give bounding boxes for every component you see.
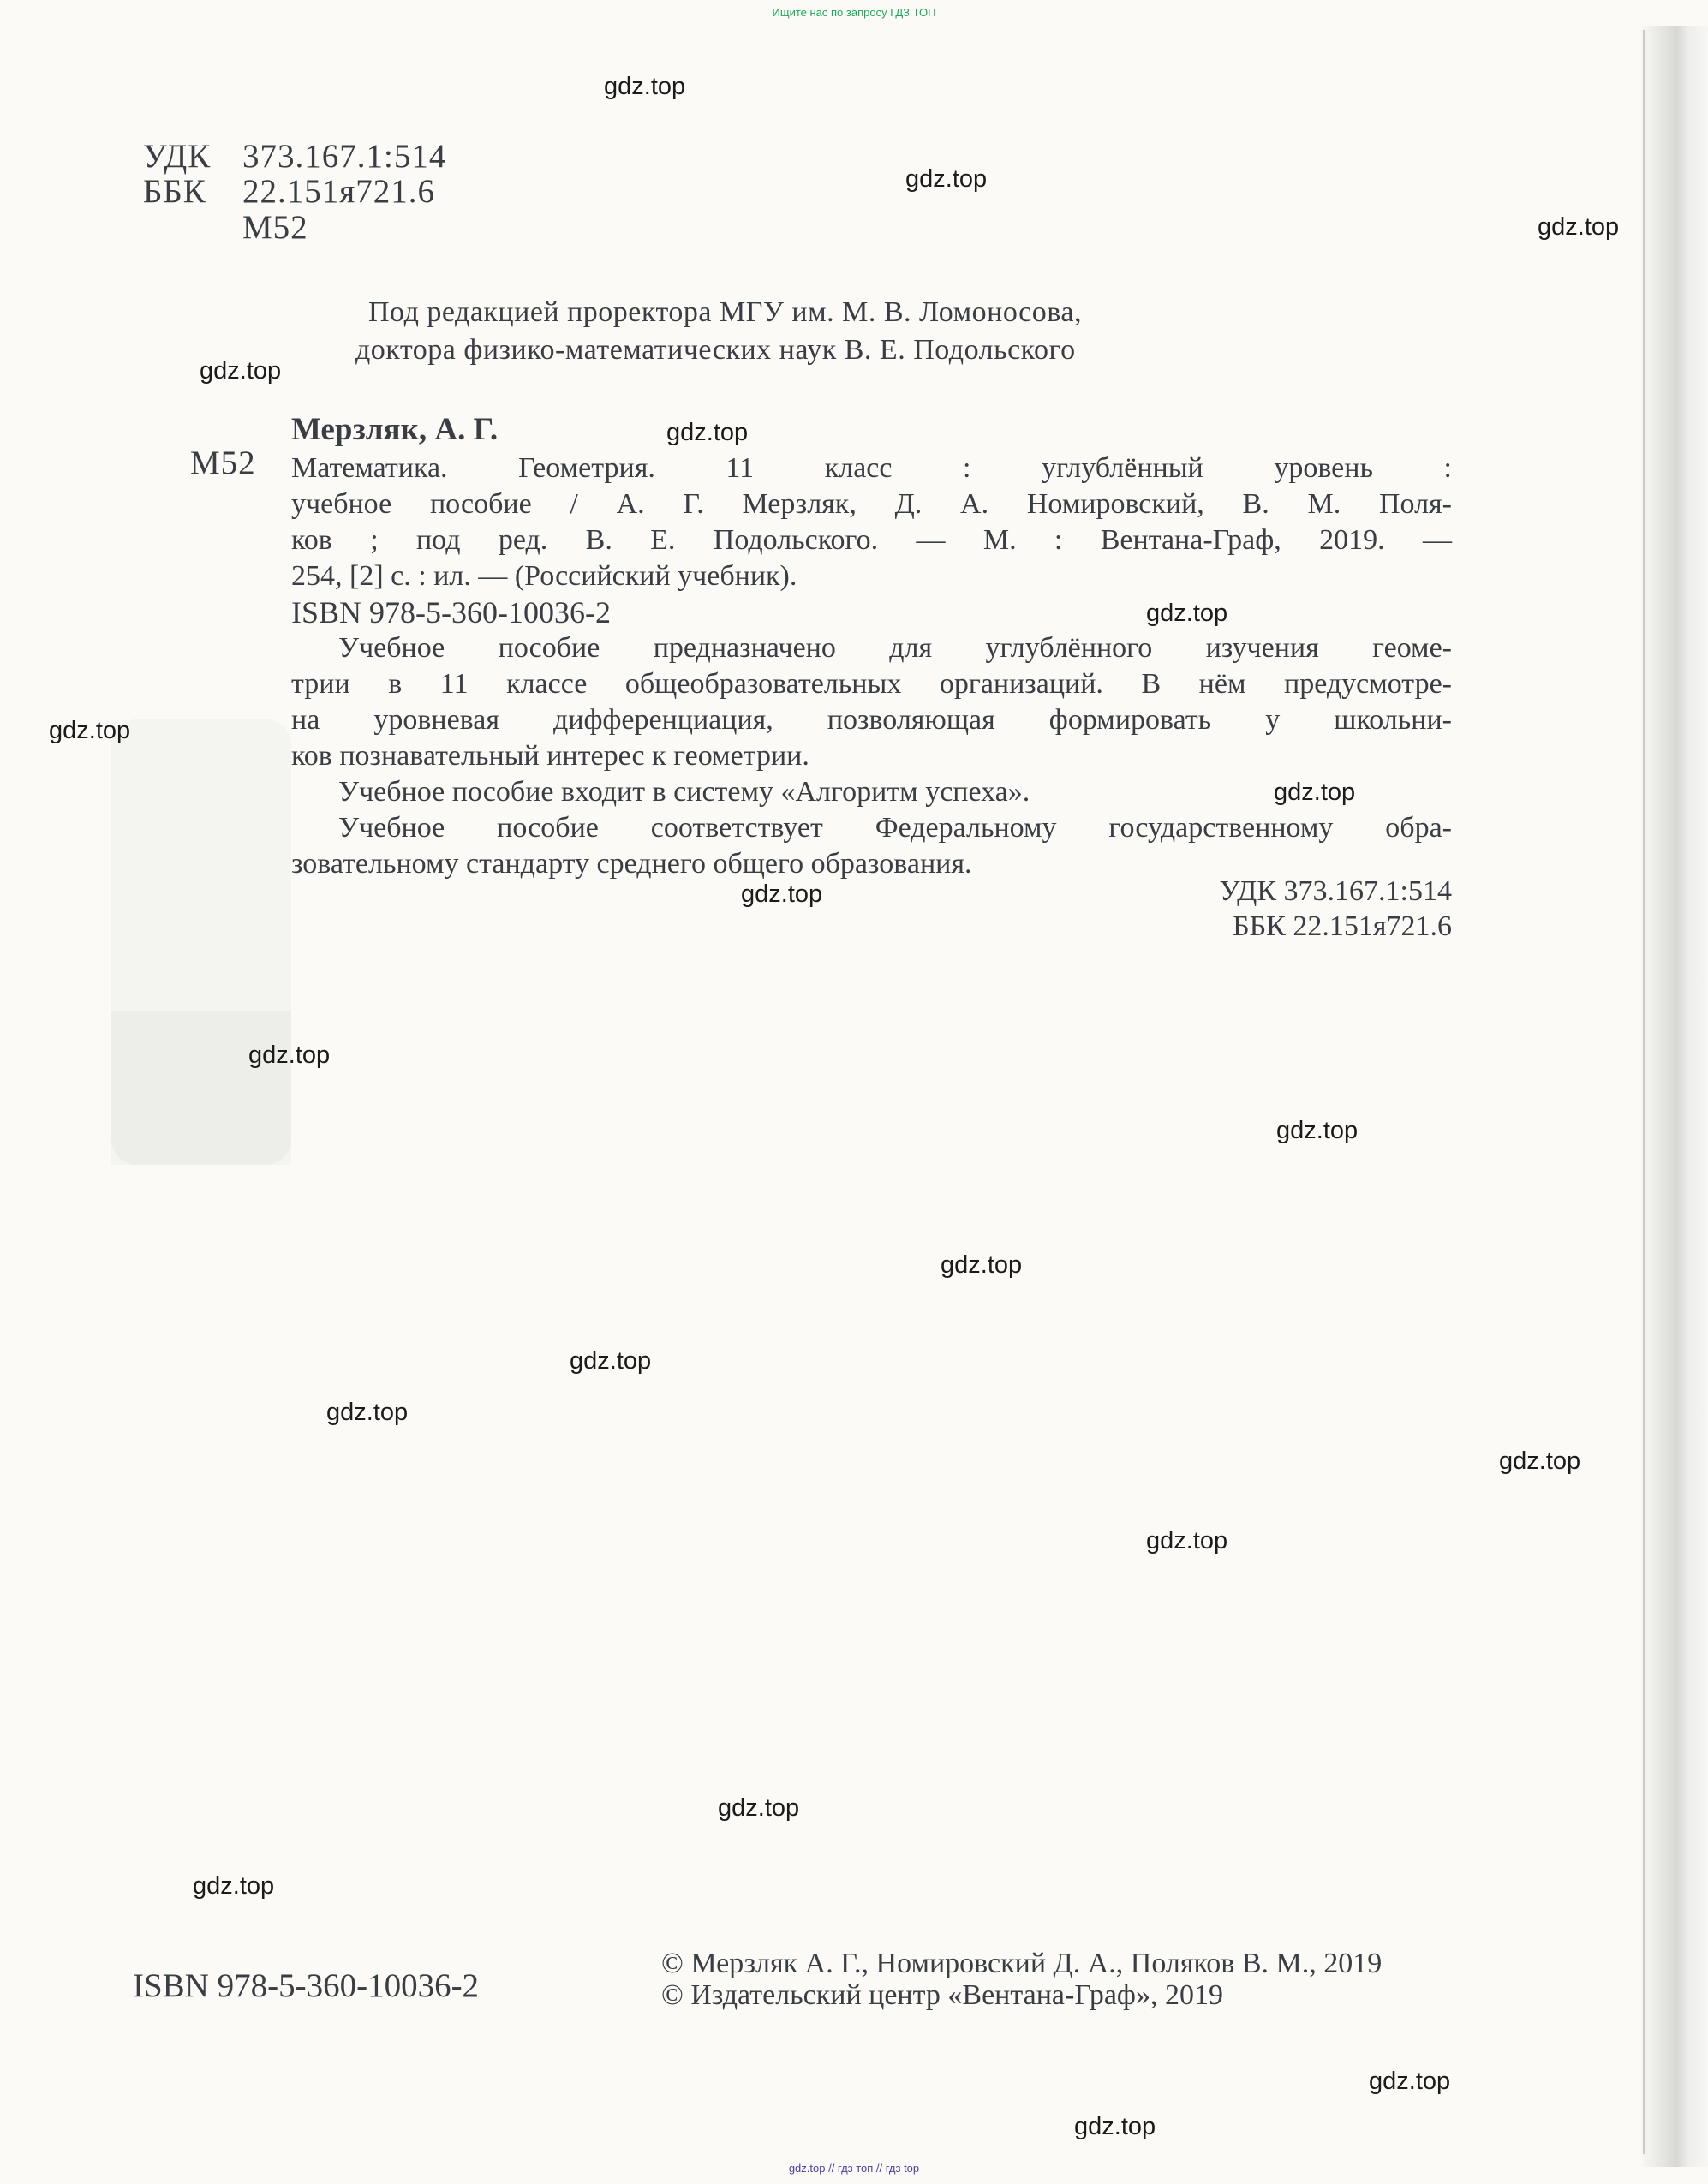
bottom-links[interactable]: gdz.top // гдз топ // гдз top (788, 2162, 920, 2175)
watermark: gdz.top (248, 1041, 331, 1069)
isbn-entry: ISBN 978-5-360-10036-2 (291, 595, 611, 630)
bib-line-2: учебное пособие / А. Г. Мерзляк, Д. А. Номировский, В. М. Поля- (291, 488, 1452, 520)
watermark: gdz.top (570, 1347, 652, 1375)
annotation-2: Учебное пособие входит в систему «Алгоритм успеха». (338, 776, 1030, 808)
udk-label: УДК (143, 138, 212, 175)
watermark: gdz.top (941, 1251, 1023, 1279)
bib-line-1: Математика. Геометрия. 11 класс : углублённый уровень : (291, 452, 1452, 484)
watermark: gdz.top (1274, 779, 1356, 806)
editor-line-1: Под редакцией проректора МГУ им. М. В. Ломоносова, (368, 296, 1082, 328)
watermark: gdz.top (193, 1872, 275, 1900)
bibliographic-description (291, 451, 1452, 882)
bbk-entry: ББК 22.151я721.6 (1233, 910, 1452, 942)
annotation-1-line-2: трии в 11 классе общеобразовательных организаций. В нём предусмотре- (291, 668, 1452, 700)
site-header-link[interactable]: Ищите нас по запросу ГДЗ ТОП (772, 6, 936, 19)
annotation-3-line-1: Учебное пособие соответствует Федеральному государственному обра- (338, 812, 1452, 844)
watermark: gdz.top (1074, 2113, 1156, 2140)
author-mark-top: М52 (242, 209, 308, 246)
watermark: gdz.top (1369, 2068, 1451, 2095)
watermark: gdz.top (666, 419, 749, 446)
isbn-footer: ISBN 978-5-360-10036-2 (133, 1967, 480, 2004)
annotation-1-line-3: на уровневая дифференциация, позволяющая формировать у школьни- (291, 704, 1452, 736)
watermark: gdz.top (1146, 600, 1228, 627)
annotation-1-line-4: ков познавательный интерес к геометрии. (291, 740, 809, 772)
copyright-authors: © Мерзляк А. Г., Номировский Д. А., Поляков В. М., 2019 (661, 1948, 1383, 1979)
udk-entry: УДК 373.167.1:514 (1219, 875, 1452, 907)
watermark: gdz.top (718, 1794, 800, 1822)
show-through-shape (111, 1011, 291, 1165)
editor-line-2: доктора физико-математических наук В. Е. Подольского (355, 334, 1076, 366)
bbk-value: 22.151я721.6 (242, 173, 435, 210)
watermark: gdz.top (1538, 213, 1620, 241)
copyright-publisher: © Издательский центр «Вентана-Граф», 2019 (661, 1979, 1223, 2011)
page-edge-line (1643, 30, 1645, 2154)
page-edge-shading (1639, 26, 1708, 2167)
watermark: gdz.top (1276, 1117, 1359, 1144)
udk-value: 373.167.1:514 (242, 138, 447, 175)
watermark: gdz.top (326, 1399, 409, 1426)
annotation-3-line-2: зовательному стандарту среднего общего образования. (291, 848, 972, 880)
author-mark-entry: М52 (190, 445, 256, 481)
bbk-label: ББК (143, 173, 206, 210)
watermark: gdz.top (905, 165, 988, 193)
annotation-1-line-1: Учебное пособие предназначено для углублённого изучения геоме- (338, 632, 1452, 664)
watermark: gdz.top (741, 880, 823, 908)
watermark: gdz.top (604, 73, 686, 100)
author-heading: Мерзляк, А. Г. (291, 412, 499, 447)
watermark: gdz.top (1146, 1527, 1228, 1554)
bib-line-3: ков ; под ред. В. Е. Подольского. — М. : Вентана-Граф, 2019. — (291, 524, 1452, 556)
watermark: gdz.top (49, 717, 131, 744)
bib-line-4: 254, [2] с. : ил. — (Российский учебник). (291, 560, 797, 592)
watermark: gdz.top (200, 357, 282, 385)
watermark: gdz.top (1499, 1447, 1581, 1475)
